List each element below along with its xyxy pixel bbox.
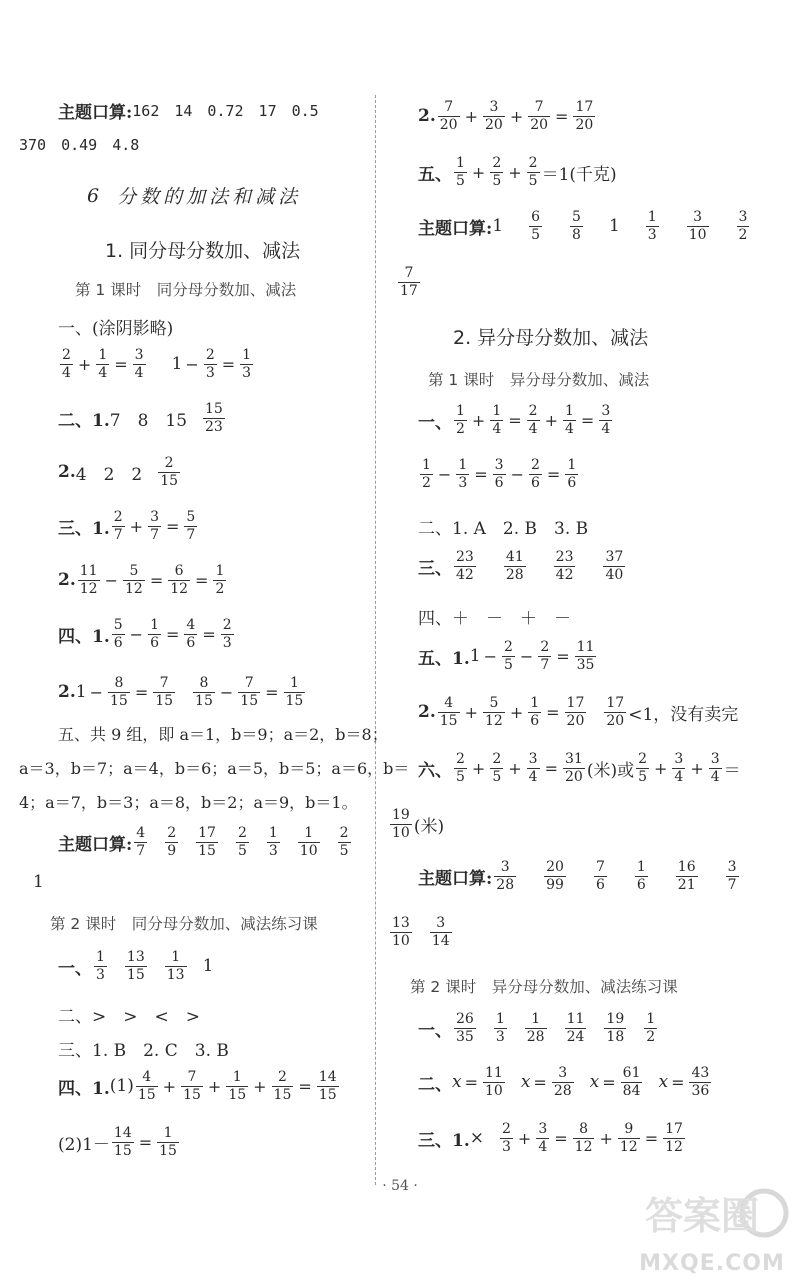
fraction: $\frac{8}{15}$ — [109, 675, 128, 709]
oral-calc-4-cont — [388, 916, 454, 948]
fraction: $\frac{3}{4}$ — [601, 403, 611, 437]
q3-2-line: 2. $\frac{11}{12}$ − $\frac{5}{12}$ = $\frac{6}{12}$ = $\frac{1}{2}$ — [58, 563, 225, 597]
fraction: $\frac{3}{14}$ — [431, 915, 450, 949]
l2-q4-sub1: (1) — [109, 1076, 134, 1097]
oral-calc-label: 主题口算: — [58, 834, 133, 855]
r-q5-tail: ＝1(千克) — [541, 164, 617, 185]
r-q6-unit: (米) — [413, 816, 445, 837]
fraction: $\frac{2}{5}$ — [456, 751, 465, 785]
fraction: $\frac{1}{3}$ — [647, 209, 657, 243]
fraction: $\frac{2}{7}$ — [113, 509, 123, 543]
r-q6-or: (米)或 — [586, 760, 635, 781]
r-q5-line: 五、 $\frac{1}{5}$ + $\frac{2}{5}$ + $\frac{2}{5}$ ＝1(千克) — [418, 155, 617, 189]
oral-calc-4 — [418, 860, 741, 892]
l2-q1-tail: 1 — [202, 956, 214, 977]
r-q5-2-label: 2. — [418, 702, 436, 723]
watermark-text: MXQE.COM — [639, 1251, 785, 1276]
fraction: $\frac{23}{42}$ — [456, 549, 474, 583]
l2-q4-label: 四、1. — [58, 1078, 110, 1099]
q4-1-line: 四、1. $\frac{5}{6}$ − $\frac{1}{6}$ = $\frac{4}{6}$ = $\frac{2}{3}$ — [58, 617, 232, 651]
oral-calc-1-cont: 370 0.49 4.8 — [19, 136, 140, 154]
fraction: $\frac{1}{13}$ — [166, 949, 185, 983]
r-q5-1-line: 五、1. 1 − $\frac{2}{5}$ − $\frac{2}{7}$ = $\frac{11}{35}$ — [418, 639, 595, 673]
fraction: $\frac{6}{12}$ — [170, 563, 189, 597]
fraction: $\frac{1}{3}$ — [495, 1011, 505, 1045]
oral-calc-label: 主题口算: — [418, 868, 493, 889]
fraction: $\frac{2}{3}$ — [502, 1121, 511, 1155]
l2-q1-label: 一、 — [58, 958, 92, 979]
fraction: $\frac{7}{6}$ — [595, 859, 605, 893]
l2-q2-line: 二、> > < > — [58, 1007, 200, 1027]
fraction: $\frac{1}{3}$ — [96, 949, 105, 983]
oral-calc-3-first: 1 — [492, 216, 504, 237]
page-number: · 54 · — [382, 1178, 418, 1194]
fraction: $\frac{1}{4}$ — [564, 403, 574, 437]
r-q1-line2: $\frac{1}{2}$ − $\frac{1}{3}$ = $\frac{3}{6}$ − $\frac{2}{6}$ = $\frac{1}{6}$ — [422, 457, 577, 491]
fraction: $\frac{7}{17}$ — [400, 265, 418, 299]
fraction: $\frac{2}{6}$ — [530, 457, 540, 491]
oral-calc-1 — [58, 98, 319, 123]
fraction: $\frac{1}{6}$ — [530, 695, 540, 729]
lesson-2-title: 第 2 课时 同分母分数加、减法练习课 — [50, 915, 318, 933]
oral-calc-2-tail: 1 — [33, 872, 44, 892]
q1-line: 一、(涂阴影略) — [58, 319, 174, 339]
fraction: $\frac{1}{2}$ — [456, 403, 465, 437]
fraction: $\frac{6}{5}$ — [531, 209, 541, 243]
q5-line-3: 4；a＝7，b＝3；a＝8，b＝2；a＝9，b＝1。 — [19, 793, 358, 812]
fraction: $\frac{1}{3}$ — [458, 457, 468, 491]
fraction: $\frac{1}{4}$ — [98, 347, 108, 381]
fraction: $\frac{1}{6}$ — [567, 457, 577, 491]
fraction: $\frac{17}{20}$ — [575, 99, 594, 133]
fraction: $\frac{3}{7}$ — [727, 859, 737, 893]
fraction: $\frac{3}{2}$ — [738, 209, 748, 243]
fraction: $\frac{4}{7}$ — [136, 825, 146, 859]
fraction: $\frac{7}{20}$ — [439, 99, 458, 133]
fraction: $\frac{14}{15}$ — [318, 1069, 337, 1103]
fraction: $\frac{2}{3}$ — [205, 347, 215, 381]
fraction: $\frac{1}{2}$ — [646, 1011, 656, 1045]
fraction: $\frac{4}{15}$ — [439, 695, 458, 729]
fraction: $\frac{2}{9}$ — [167, 825, 177, 859]
r-l2-q3-line: 三、1. × $\frac{2}{3}$ + $\frac{3}{4}$ = $\frac{8}{12}$ + $\frac{9}{12}$ = $\frac{17}{12}$ — [418, 1121, 683, 1155]
subsection-2-title: 2. 异分母分数加、减法 — [453, 327, 649, 349]
r-lesson-2-title: 第 2 课时 异分母分数加、减法练习课 — [410, 978, 678, 996]
fraction: $\frac{23}{42}$ — [555, 549, 574, 583]
subsection-1-title: 1. 同分母分数加、减法 — [105, 240, 301, 262]
fraction: $\frac{7}{15}$ — [240, 675, 259, 709]
q5-line-1: 五、共 9 组，即 a＝1，b＝9；a＝2，b＝8； — [58, 725, 388, 744]
oral-calc-3-cont — [396, 266, 422, 298]
fraction: $\frac{3}{28}$ — [553, 1065, 572, 1099]
fraction: $\frac{2}{5}$ — [237, 825, 247, 859]
fraction: $\frac{3}{28}$ — [496, 859, 515, 893]
fraction: $\frac{1}{15}$ — [285, 675, 304, 709]
watermark — [632, 1185, 792, 1280]
fraction: $\frac{3}{4}$ — [710, 751, 720, 785]
r-lesson-1-title: 第 1 课时 异分母分数加、减法 — [428, 371, 650, 389]
fraction: $\frac{11}{24}$ — [566, 1011, 585, 1045]
l2-q1-line — [58, 950, 213, 982]
r-q1-line1: 一、 $\frac{1}{2}$ + $\frac{1}{4}$ = $\frac{2}{4}$ + $\frac{1}{4}$ = $\frac{3}{4}$ — [418, 403, 611, 437]
fraction: $\frac{20}{99}$ — [546, 859, 564, 893]
fraction: $\frac{26}{35}$ — [456, 1011, 474, 1045]
fraction: $\frac{1}{3}$ — [268, 825, 278, 859]
fraction: $\frac{43}{36}$ — [691, 1065, 710, 1099]
fraction: $\frac{2}{4}$ — [528, 403, 538, 437]
fraction: $\frac{14}{15}$ — [113, 1125, 132, 1159]
q1-fractions: $\frac{2}{4}$ + $\frac{1}{4}$ = $\frac{3}{4}$ 1 − $\frac{2}{3}$ = $\frac{1}{3}$ — [62, 347, 252, 381]
r-q5-2-line: 2. $\frac{4}{15}$ + $\frac{5}{12}$ + $\frac{1}{6}$ = $\frac{17}{20}$ $\frac{17}{20}$ <1，没有卖完 — [418, 695, 739, 729]
l2-q3-line: 三、1. B 2. C 3. B — [58, 1041, 229, 1061]
fraction: $\frac{5}{8}$ — [572, 209, 581, 243]
fraction: $\frac{41}{28}$ — [505, 549, 524, 583]
q4-2-label: 2. — [58, 682, 76, 703]
fraction: $\frac{1}{3}$ — [242, 347, 252, 381]
cross-mark: × — [469, 1128, 484, 1149]
fraction: $\frac{1}{2}$ — [215, 563, 225, 597]
fraction: $\frac{15}{23}$ — [205, 401, 223, 435]
fraction: $\frac{1}{6}$ — [150, 617, 159, 651]
r-l2-q2-label: 二、 — [418, 1074, 452, 1095]
r-q6-line: 六、 $\frac{2}{5}$ + $\frac{2}{5}$ + $\frac{3}{4}$ = $\frac{31}{20}$ (米)或 $\frac{2}{5}$ + $\frac{3}{4}$ + $\frac{3}{4}$ ＝ — [418, 751, 741, 785]
oral-calc-label: 主题口算: — [58, 103, 133, 123]
r-q5-2-tail: <1，没有卖完 — [628, 704, 739, 725]
fraction: $\frac{2}{5}$ — [528, 155, 538, 189]
fraction: $\frac{4}{15}$ — [137, 1069, 156, 1103]
fraction: $\frac{17}{15}$ — [198, 825, 216, 859]
fraction: $\frac{5}{12}$ — [124, 563, 143, 597]
oral-calc-values: 162 14 0.72 17 0.5 — [132, 102, 319, 120]
q5-line-2: a＝3，b＝7；a＝4，b＝6；a＝5，b＝5；a＝6，b＝ — [19, 759, 410, 778]
fraction: $\frac{11}{10}$ — [485, 1065, 503, 1099]
fraction: $\frac{2}{7}$ — [540, 639, 550, 673]
fraction: $\frac{3}{4}$ — [528, 751, 538, 785]
fraction: $\frac{2}{4}$ — [62, 347, 71, 381]
fraction: $\frac{3}{10}$ — [688, 209, 707, 243]
fraction: $\frac{19}{18}$ — [606, 1011, 625, 1045]
oral-calc-3: 主题口算: 1 $\frac{6}{5}$ $\frac{5}{8}$ 1 $\frac{1}{3}$ $\frac{3}{10}$ $\frac{3}{2}$ — [418, 209, 748, 243]
fraction: $\frac{3}{4}$ — [134, 347, 144, 381]
r-q1-label: 一、 — [418, 412, 452, 433]
r-q5-label: 五、 — [418, 164, 452, 185]
fraction: $\frac{31}{20}$ — [564, 751, 583, 785]
q3-1-line: 三、1. $\frac{2}{7}$ + $\frac{3}{7}$ = $\frac{5}{7}$ — [58, 509, 196, 543]
fraction: $\frac{1}{15}$ — [228, 1069, 247, 1103]
fraction: $\frac{1}{28}$ — [526, 1011, 545, 1045]
q3-2-label: 2. — [58, 570, 76, 591]
r-q2-line: 2. $\frac{7}{20}$ + $\frac{3}{20}$ + $\frac{7}{20}$ = $\frac{17}{20}$ — [418, 99, 594, 133]
fraction: $\frac{2}{15}$ — [160, 455, 179, 489]
fraction: $\frac{9}{12}$ — [619, 1121, 638, 1155]
fraction: $\frac{3}{4}$ — [538, 1121, 548, 1155]
fraction: $\frac{7}{15}$ — [155, 675, 174, 709]
r-q3-label: 三、 — [418, 558, 452, 579]
fraction: $\frac{5}{6}$ — [113, 617, 123, 651]
r-l2-q1-label: 一、 — [418, 1020, 452, 1041]
fraction: $\frac{1}{4}$ — [492, 403, 502, 437]
r-q5-1-label: 五、1. — [418, 648, 470, 669]
fraction: $\frac{7}{15}$ — [183, 1069, 201, 1103]
fraction: $\frac{11}{12}$ — [79, 563, 98, 597]
fraction: $\frac{2}{15}$ — [273, 1069, 292, 1103]
fraction: $\frac{8}{15}$ — [195, 675, 213, 709]
fraction: $\frac{61}{84}$ — [622, 1065, 641, 1099]
lesson-1-title: 第 1 课时 同分母分数加、减法 — [75, 281, 297, 299]
l2-q4-sub2: (2)1－ — [58, 1134, 110, 1155]
r-l2-q1-line — [418, 1012, 659, 1044]
fraction: $\frac{2}{3}$ — [222, 617, 232, 651]
r-q4-answers: 四、＋ － ＋ － — [418, 609, 571, 629]
q4-label: 四、1. — [58, 626, 110, 647]
q2-2-items: 4 2 2 — [75, 464, 143, 485]
fraction: $\frac{5}{7}$ — [186, 509, 196, 543]
fraction: $\frac{13}{10}$ — [392, 915, 410, 949]
fraction: $\frac{2}{5}$ — [339, 825, 349, 859]
q2-items: 7 8 15 — [109, 410, 188, 431]
fraction: $\frac{13}{15}$ — [126, 949, 145, 983]
fraction: $\frac{17}{20}$ — [566, 695, 585, 729]
oral-calc-2 — [58, 826, 353, 858]
column-divider — [375, 95, 376, 1185]
q3-label: 三、1. — [58, 518, 110, 539]
r-q2-label: 2. — [418, 106, 436, 127]
fraction: $\frac{1}{2}$ — [422, 457, 431, 491]
l2-q4-2-line: (2)1－ $\frac{14}{15}$ = $\frac{1}{15}$ — [58, 1125, 177, 1159]
section-6-heading — [87, 182, 301, 209]
l2-q4-1-line: 四、1. (1) $\frac{4}{15}$ + $\frac{7}{15}$ + $\frac{1}{15}$ + $\frac{2}{15}$ = $\frac{14}{15}$ — [58, 1069, 337, 1103]
fraction: $\frac{1}{5}$ — [456, 155, 465, 189]
fraction: $\frac{17}{20}$ — [606, 695, 625, 729]
fraction: $\frac{2}{5}$ — [492, 155, 502, 189]
fraction: $\frac{19}{10}$ — [392, 807, 410, 841]
fraction: $\frac{4}{6}$ — [186, 617, 196, 651]
r-q6-label: 六、 — [418, 760, 452, 781]
fraction: $\frac{5}{12}$ — [484, 695, 503, 729]
fraction: $\frac{2}{5}$ — [503, 639, 513, 673]
fraction: $\frac{11}{35}$ — [576, 639, 595, 673]
r-l2-q2-line: 二、 x = $\frac{11}{10}$ x = $\frac{3}{28}$ x = $\frac{61}{84}$ x = $\frac{43}{36}$ — [418, 1065, 710, 1099]
fraction: $\frac{1}{10}$ — [299, 825, 318, 859]
fraction: $\frac{3}{6}$ — [494, 457, 504, 491]
fraction: $\frac{37}{40}$ — [605, 549, 624, 583]
fraction: $\frac{3}{4}$ — [674, 751, 684, 785]
section-title: 分数的加法和减法 — [117, 186, 302, 208]
fraction: $\frac{3}{7}$ — [150, 509, 159, 543]
q2-line — [58, 402, 227, 434]
r-q6-tail: ＝ — [723, 760, 741, 781]
r-q3-line — [418, 550, 627, 582]
fraction: $\frac{1}{6}$ — [636, 859, 646, 893]
fraction: $\frac{3}{20}$ — [484, 99, 503, 133]
fraction: $\frac{2}{5}$ — [638, 751, 647, 785]
q4-2-line: 2. 1 − $\frac{8}{15}$ = $\frac{7}{15}$ $\frac{8}{15}$ − $\frac{7}{15}$ = $\frac{1}{15}$ — [58, 675, 304, 709]
fraction: $\frac{2}{5}$ — [492, 751, 502, 785]
q2-2-line — [58, 456, 182, 488]
q2-2-label: 2. — [58, 462, 76, 483]
r-l2-q3-label: 三、1. — [418, 1130, 470, 1151]
q2-label: 二、1. — [58, 410, 110, 431]
r-q6-cont — [388, 808, 444, 840]
r-q2-answers: 二、1. A 2. B 3. B — [418, 519, 589, 539]
fraction: $\frac{7}{20}$ — [530, 99, 549, 133]
fraction: $\frac{17}{12}$ — [665, 1121, 683, 1155]
section-number: 6 — [87, 184, 104, 207]
fraction: $\frac{8}{12}$ — [574, 1121, 593, 1155]
watermark-title: 答案圈 — [644, 1194, 760, 1238]
oral-calc-label: 主题口算: — [418, 218, 493, 239]
fraction: $\frac{16}{21}$ — [677, 859, 696, 893]
fraction: $\frac{1}{15}$ — [159, 1125, 177, 1159]
